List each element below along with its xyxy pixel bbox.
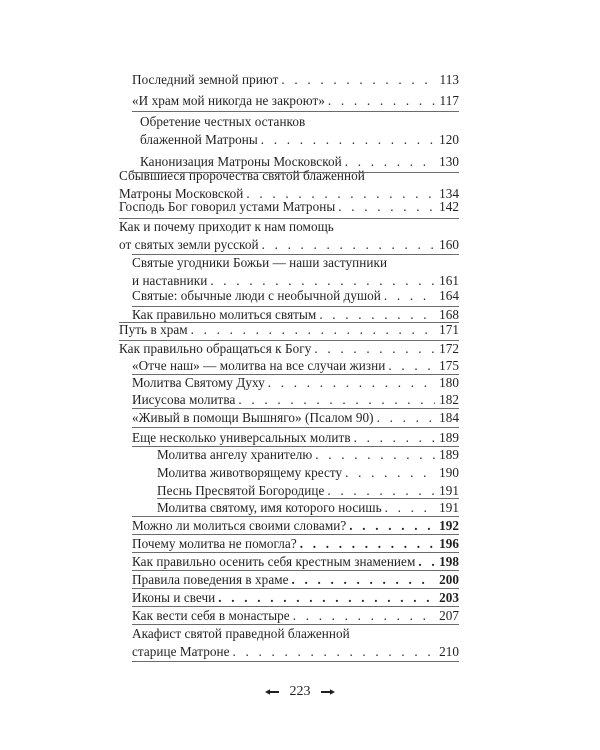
toc-entry bbox=[132, 287, 459, 305]
toc-entry bbox=[119, 340, 459, 358]
toc-entry-page: 180 bbox=[439, 375, 459, 390]
toc-entry-title: Молитва ангелу хранителю bbox=[157, 447, 313, 462]
toc-entry-page: 113 bbox=[439, 72, 459, 87]
toc-entry-page: 200 bbox=[439, 572, 459, 587]
toc-entry-title: Матроны Московской bbox=[119, 186, 244, 201]
toc-entry bbox=[132, 571, 459, 589]
toc-entry-page: 168 bbox=[439, 307, 459, 322]
divider-line bbox=[132, 661, 459, 662]
toc-entry bbox=[119, 321, 459, 339]
dot-leader bbox=[233, 643, 436, 661]
toc-entry-page: 175 bbox=[439, 358, 459, 373]
toc-entry-page: 189 bbox=[439, 447, 459, 462]
toc-entry-title: Обретение честных останков bbox=[140, 114, 306, 129]
toc-entry bbox=[132, 553, 459, 571]
dot-leader bbox=[349, 517, 435, 535]
dot-leader bbox=[191, 321, 435, 339]
toc-entry-title: «Отче наш» — молитва на все случаи жизни bbox=[132, 358, 386, 373]
dot-leader bbox=[300, 535, 435, 553]
divider-line bbox=[132, 111, 459, 112]
toc-entry-title: Иконы и свечи bbox=[132, 590, 216, 605]
toc-entry-title: Как правильно осенить себя крестным знамением bbox=[132, 554, 416, 569]
dot-leader bbox=[328, 92, 436, 110]
toc-entry-page: 172 bbox=[439, 341, 459, 356]
toc-entry-page: 161 bbox=[439, 273, 459, 288]
toc-entry-page: 160 bbox=[439, 237, 459, 252]
toc-entry bbox=[140, 113, 459, 149]
toc-entry-page: 117 bbox=[439, 93, 459, 108]
dot-leader bbox=[262, 236, 435, 254]
dot-leader bbox=[293, 607, 435, 625]
toc-entry bbox=[132, 535, 459, 553]
dot-leader bbox=[218, 589, 435, 607]
dot-leader bbox=[314, 340, 435, 358]
toc-entry-page: 198 bbox=[439, 554, 459, 569]
toc-entry-title: Сбывшиеся пророчества святой блаженной bbox=[119, 168, 365, 183]
toc-entry bbox=[119, 218, 459, 254]
toc-entry-page: 203 bbox=[439, 590, 459, 605]
toc-entry-page: 196 bbox=[439, 536, 459, 551]
toc-entry-title: «И храм мой никогда не закроют» bbox=[132, 93, 325, 108]
toc-entry-title: Правила поведения в храме bbox=[132, 572, 289, 587]
dot-leader bbox=[385, 499, 435, 517]
right-ornament-icon bbox=[320, 683, 336, 701]
toc-entry bbox=[132, 92, 459, 110]
toc-entry-page: 189 bbox=[439, 430, 459, 445]
dot-leader bbox=[238, 391, 435, 409]
toc-entry-page: 207 bbox=[439, 608, 459, 623]
toc-entry-title: Молитва Святому Духу bbox=[132, 375, 265, 390]
toc-entry-page: 191 bbox=[439, 483, 459, 498]
toc-entry-page: 164 bbox=[439, 288, 459, 303]
toc-entry-page: 182 bbox=[439, 392, 459, 407]
dot-leader bbox=[281, 71, 435, 89]
toc-entry-page: 190 bbox=[439, 465, 459, 480]
toc-entry-title: «Живый в помощи Вышняго» (Псалом 90) bbox=[132, 410, 374, 425]
toc-entry bbox=[132, 71, 459, 89]
toc-entry-page: 142 bbox=[439, 199, 459, 214]
toc-entry bbox=[132, 357, 459, 375]
toc-entry-title: старице Матроне bbox=[132, 644, 230, 659]
toc-entry-page: 134 bbox=[439, 186, 459, 201]
dot-leader bbox=[377, 409, 435, 427]
toc-entry-page: 130 bbox=[439, 154, 459, 169]
right-ornament-icon bbox=[320, 688, 336, 696]
dot-leader bbox=[345, 464, 435, 482]
dot-leader bbox=[388, 357, 435, 375]
toc-entry bbox=[132, 254, 459, 290]
toc-entry-title: Как и почему приходит к нам помощь bbox=[119, 219, 334, 234]
toc-entry-title: Господь Бог говорил устами Матроны bbox=[119, 199, 336, 214]
toc-entry-title: Иисусова молитва bbox=[132, 392, 236, 407]
toc-entry-title: Святые: обычные люди с необычной душой bbox=[132, 288, 381, 303]
dot-leader bbox=[384, 287, 435, 305]
toc-entry-title: Последний земной приют bbox=[132, 72, 279, 87]
toc-entry bbox=[132, 625, 459, 661]
page-number: 223 bbox=[289, 684, 311, 700]
toc-entry-title: Почему молитва не помогла? bbox=[132, 536, 297, 551]
toc-entry-page: 192 bbox=[439, 518, 459, 533]
toc-entry bbox=[132, 391, 459, 409]
toc-entry-title: блаженной Матроны bbox=[140, 132, 258, 147]
toc-entry-title: Молитва святому, имя которого носишь bbox=[157, 500, 382, 515]
page-folio bbox=[0, 683, 600, 701]
toc-entry bbox=[119, 198, 459, 216]
toc-entry-page: 171 bbox=[439, 322, 459, 337]
toc-entry bbox=[132, 607, 459, 625]
toc-entry bbox=[157, 464, 459, 482]
dot-leader bbox=[268, 374, 435, 392]
dot-leader bbox=[292, 571, 436, 589]
toc-entry-title: Можно ли молиться своими словами? bbox=[132, 518, 347, 533]
toc-entry-title: и наставники bbox=[132, 273, 208, 288]
divider-line bbox=[132, 427, 459, 428]
left-ornament-icon bbox=[264, 688, 280, 696]
toc-entry bbox=[157, 446, 459, 464]
toc-entry-title: Как правильно обращаться к Богу bbox=[119, 341, 312, 356]
toc-entry-title: Песнь Пресвятой Богородице bbox=[157, 483, 325, 498]
toc-entry-title: Святые угодники Божьи — наши заступники bbox=[132, 255, 388, 270]
toc-entry-title: Как вести себя в монастыре bbox=[132, 608, 290, 623]
toc-entry bbox=[132, 409, 459, 427]
dot-leader bbox=[338, 198, 435, 216]
toc-entry bbox=[132, 517, 459, 535]
toc-entry-title: от святых земли русской bbox=[119, 237, 259, 252]
toc-entry-page: 120 bbox=[439, 132, 459, 147]
toc-entry-title: Еще несколько универсальных молитв bbox=[132, 430, 351, 445]
toc-entry bbox=[132, 374, 459, 392]
toc-entry bbox=[157, 499, 459, 517]
toc-entry-page: 184 bbox=[439, 410, 459, 425]
dot-leader bbox=[354, 429, 435, 447]
toc-entry-title: Путь в храм bbox=[119, 322, 188, 337]
toc-entry bbox=[132, 429, 459, 447]
dot-leader bbox=[315, 446, 435, 464]
toc-entry bbox=[132, 589, 459, 607]
toc-entry-page: 210 bbox=[439, 644, 459, 659]
toc-entry-title: Как правильно молиться святым bbox=[132, 307, 317, 322]
toc-entry-title: Акафист святой праведной блаженной bbox=[132, 626, 350, 641]
dot-leader bbox=[418, 553, 435, 571]
toc-entry-title: Молитва животворящему кресту bbox=[157, 465, 343, 480]
left-ornament-icon bbox=[264, 683, 280, 701]
toc-entry-title: Канонизация Матроны Московской bbox=[140, 154, 342, 169]
dot-leader bbox=[261, 131, 435, 149]
toc-entry-page: 191 bbox=[439, 500, 459, 515]
